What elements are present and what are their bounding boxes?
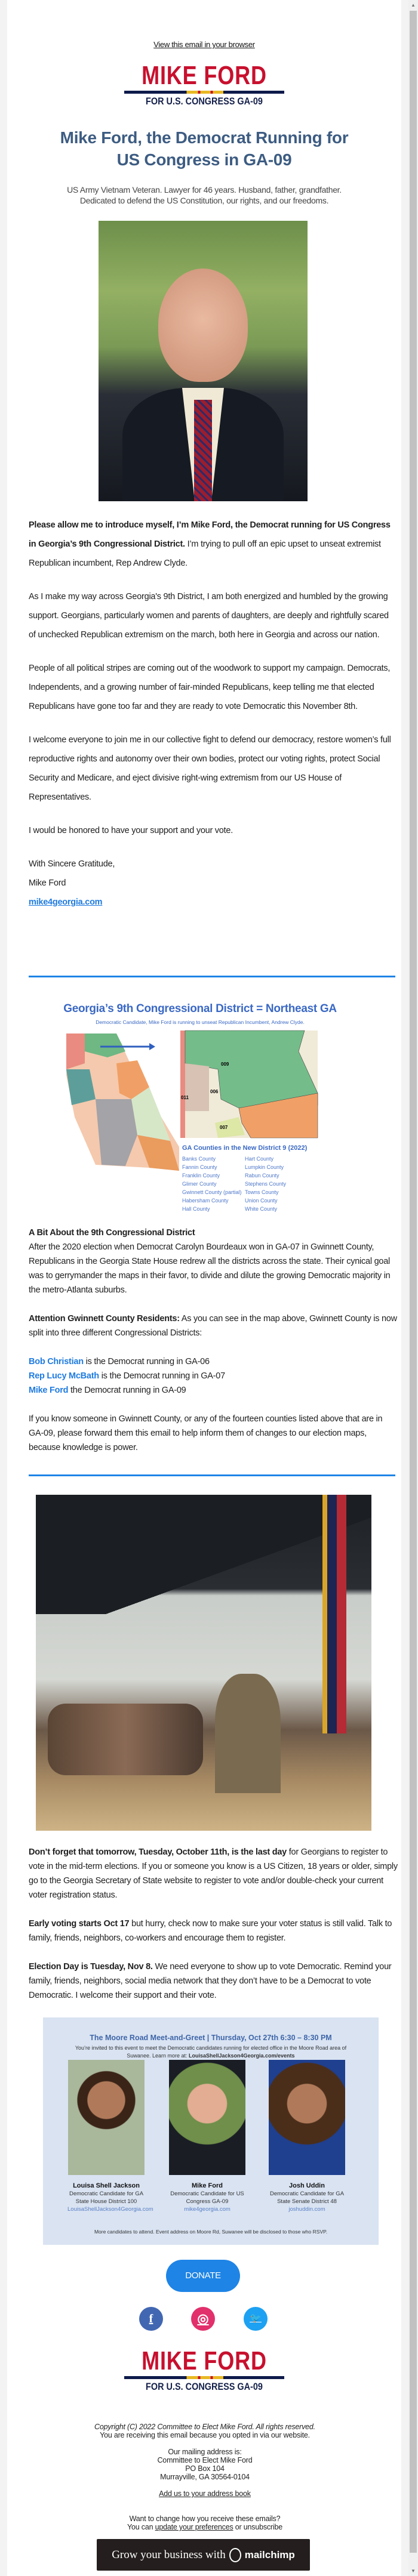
portrait-tie	[194, 400, 212, 501]
photo-audience	[48, 1704, 203, 1775]
candidate-name: Josh Uddin	[289, 2182, 325, 2189]
section-divider	[29, 976, 395, 977]
county-item: Hall County	[182, 1206, 210, 1212]
map-subtitle: Democratic Candidate, Mike Ford is running to unseat Republican Incumbent, Andrew Clyde.	[96, 1019, 305, 1025]
subtitle-line: US Army Vietnam Veteran. Lawyer for 46 years. Husband, father, grandfather.	[67, 185, 342, 195]
website-link[interactable]: mike4georgia.com	[29, 897, 103, 907]
campaign-logo	[124, 62, 284, 107]
letter-paragraph: I welcome everyone to join me in our collective fight to defend our democracy, restore women’s full reproductive rights and autonomy over their own bodies, protect our voting rights, protect Social Security and Medicare, and eject divisive right-wing extremism from our US House of Representatives.	[29, 735, 391, 802]
forward-paragraph: If you know someone in Gwinnett County, or any of the fourteen counties listed above that are in GA-09, please forward them this email to help inform them of changes to our election maps, because knowledge is power.	[29, 1414, 383, 1452]
intro-letter	[29, 516, 398, 912]
letter-paragraph: I would be honored to have your support and your vote.	[29, 826, 233, 835]
candidate-text: is the Democrat running in GA-06	[83, 1357, 210, 1366]
map-label-011: 011	[181, 1095, 189, 1100]
candidate-link-mike-ford[interactable]: Mike Ford	[29, 1386, 69, 1395]
map-label-009: 009	[221, 1062, 229, 1067]
you-can-text: You can	[127, 2523, 155, 2531]
county-item: Hart County	[245, 1156, 274, 1162]
donate-button[interactable]: DONATE	[166, 2260, 240, 2292]
campaign-event-photo	[36, 1495, 371, 1831]
update-preferences-link[interactable]: update your preferences	[155, 2523, 233, 2531]
county-item: Habersham County	[182, 1198, 229, 1204]
county-item: Rabun County	[245, 1173, 279, 1179]
logo-ribbon-bar	[124, 2376, 284, 2379]
county-item: Lumpkin County	[245, 1164, 284, 1170]
district-paragraph: After the 2020 election when Democrat Carolyn Bourdeaux won in GA-07 in Gwinnett County, Republicans in the Georgia State House redrew all the districts across the state. Their cynical goal was to gerrymander the maps in their favor, to divide and dilute the growing Democratic majority in the metro-Atlanta suburbs.	[29, 1242, 391, 1295]
county-item: Fannin County	[182, 1164, 217, 1170]
event-link: LouisaShellJackson4Georgia.com/events	[188, 2053, 295, 2059]
photo-flag	[322, 1495, 346, 1733]
map-zoom-district-11	[185, 1063, 209, 1111]
event-candidate	[268, 2060, 346, 2213]
logo-tagline: FOR U.S. CONGRESS GA-09	[146, 95, 263, 107]
unsubscribe-link[interactable]: or unsubscribe	[233, 2523, 282, 2531]
county-item: Franklin County	[182, 1173, 220, 1179]
candidate-name: Louisa Shell Jackson	[73, 2182, 140, 2189]
subtitle-line: Dedicated to defend the US Constitution, our rights, and our freedoms.	[79, 196, 329, 205]
counties-column-2	[245, 1155, 286, 1213]
map-zoom-district-14	[180, 1031, 185, 1138]
twitter-icon[interactable]: 🐦	[244, 2307, 268, 2331]
event-invite-text: You’re invited to this event to meet the Democratic candidates running for elected office in the Moore Road area of Suwanee. Learn more at:	[75, 2045, 347, 2059]
opt-in-reason: You are receiving this email because you opted in via our website.	[100, 2431, 310, 2439]
scrollbar-thumb[interactable]	[410, 11, 417, 2553]
intro-paragraph	[29, 516, 398, 573]
event-note: More candidates to attend. Event address on Moore Rd, Suwanee will be disclosed to those who RSVP.	[94, 2229, 328, 2235]
candidate-link-bob-christian[interactable]: Bob Christian	[29, 1357, 84, 1366]
district-map	[60, 1002, 346, 1212]
event-candidate	[67, 2060, 153, 2213]
intro-rest: I’m trying to pull off an epic upset to unseat extremist Republican incumbent, Rep Andrew Clyde.	[29, 539, 381, 568]
signature: Mike Ford	[29, 878, 66, 888]
candidate-photo	[269, 2060, 345, 2175]
candidate-text: is the Democrat running in GA-07	[99, 1371, 225, 1381]
address-line: PO Box 104	[185, 2464, 225, 2473]
scroll-up-icon[interactable]: ▲	[411, 2, 416, 8]
logo-ribbon-bar	[124, 91, 284, 94]
county-item: Stephens County	[245, 1181, 287, 1187]
portrait-face	[158, 269, 248, 382]
section-heading: A Bit About the 9th Congressional District	[29, 1228, 195, 1238]
voting-text: We need everyone to show up to vote Democratic. Remind your family, friends, neighbors, social media network that they don’t have to be a Democrat to vote Democratic. I welcome their support and their vote.	[29, 1962, 392, 2000]
add-to-address-book-link[interactable]: Add us to your address book	[159, 2489, 251, 2498]
county-item: Towns County	[245, 1189, 279, 1195]
voting-text: but hurry, check now to make sure your voter status is still valid. Talk to family, friends, neighbors, co-workers and encourage them to register.	[29, 1919, 392, 1943]
closing-text: With Sincere Gratitude,	[29, 859, 115, 869]
voting-bold: Election Day is Tuesday, Nov 8.	[29, 1962, 153, 1972]
letter-paragraph: As I make my way across Georgia's 9th District, I am both energized and humbled by the growing support. Georgians, particularly women and parents of daughters, are deeply and rightfully scared of unchecked Republican extremism on the march, both here in Georgia and across our nation.	[29, 592, 389, 640]
photo-speaker	[215, 1674, 281, 1793]
footer-logo	[124, 2347, 284, 2393]
map-label-006: 006	[210, 1089, 219, 1094]
email-body	[7, 0, 401, 2576]
address-line: Murrayville, GA 30564-0104	[160, 2473, 250, 2481]
map-arrow-head	[149, 1043, 155, 1050]
candidate-text: the Democrat running in GA-09	[68, 1386, 186, 1395]
instagram-icon[interactable]: ◎	[191, 2307, 215, 2331]
attention-bold: Attention Gwinnett County Residents:	[29, 1314, 180, 1324]
candidate-role: Democratic Candidate for GA State Senate District 48	[269, 2191, 345, 2205]
logo-tagline: FOR U.S. CONGRESS GA-09	[146, 2381, 263, 2392]
intro-bold: Please allow me to introduce myself, I’m Mike Ford, the Democrat running for US Congress in Georgia’s 9th Congressional District.	[29, 520, 391, 549]
voting-section	[29, 1845, 398, 2017]
voting-text: for Georgians to register to vote in the mid-term elections. If you or someone you know is a US Citizen, 18 years or older, simply go to the Georgia Secretary of State website to register to vote and/or double-check your current voter registration status.	[29, 1847, 398, 1900]
event-banner	[43, 2017, 379, 2245]
closing	[29, 854, 398, 912]
map-district-14	[66, 1034, 85, 1069]
footer	[21, 2423, 388, 2531]
address-label: Our mailing address is:	[168, 2448, 242, 2456]
letter-paragraph: People of all political stripes are coming out of the woodwork to support my campaign. Democrats, Independents, and a growing number of fair-minded Republicans, keep telling me that elected Republicans have gone too far and they are ready to vote Democratic this November 8th.	[29, 664, 391, 711]
hero-subtitle	[7, 184, 401, 206]
mailchimp-logo-icon	[229, 2548, 241, 2562]
voting-bold: Don’t forget that tomorrow, Tuesday, October 11th, is the last day	[29, 1847, 287, 1857]
map-label-007: 007	[220, 1125, 228, 1130]
title-line: US Congress in GA-09	[116, 150, 292, 169]
candidate-url: LouisaShellJackson4Georgia.com	[67, 2206, 153, 2213]
scrollbar[interactable]	[408, 0, 418, 2576]
voting-bold: Early voting starts Oct 17	[29, 1919, 130, 1929]
change-prefs-text: Want to change how you receive these emails?	[129, 2515, 281, 2523]
candidate-photo	[68, 2060, 145, 2175]
page-title	[7, 127, 401, 171]
candidate-role: Democratic Candidate for GA State House District 100	[69, 2191, 144, 2205]
county-item: Union County	[245, 1198, 278, 1204]
event-candidate	[168, 2060, 246, 2213]
candidate-portrait	[99, 221, 308, 501]
mailchimp-banner[interactable]	[97, 2539, 310, 2571]
section-divider	[29, 1474, 395, 1476]
candidate-name: Mike Ford	[192, 2182, 223, 2189]
event-title: The Moore Road Meet-and-Greet | Thursday, Oct 27th 6:30 – 8:30 PM	[90, 2034, 332, 2042]
event-invite	[67, 2044, 354, 2060]
logo-name: MIKE FORD	[142, 61, 267, 90]
counties-column-1	[182, 1155, 242, 1213]
mailchimp-brand: mailchimp	[244, 2549, 295, 2560]
candidate-url: mike4georgia.com	[184, 2206, 230, 2213]
mailchimp-text: Grow your business with	[112, 2548, 226, 2561]
attention-text: As you can see in the map above, Gwinnett County is now split into three different Congressional Districts:	[29, 1314, 397, 1338]
address-line: Committee to Elect Mike Ford	[157, 2456, 253, 2464]
candidate-list	[29, 1355, 398, 1397]
title-line: Mike Ford, the Democrat Running for	[60, 128, 349, 147]
county-item: Gwinnett County (partial)	[182, 1189, 242, 1195]
map-title: Georgia’s 9th Congressional District = Northeast GA	[63, 1002, 337, 1015]
copyright: Copyright (C) 2022 Committee to Elect Mike Ford. All rights reserved.	[94, 2423, 315, 2431]
preferences-line	[21, 2523, 388, 2531]
scroll-down-icon[interactable]: ▼	[411, 2568, 416, 2574]
counties-heading: GA Counties in the New District 9 (2022)	[182, 1144, 308, 1152]
candidate-link-lucy-mcbath[interactable]: Rep Lucy McBath	[29, 1371, 99, 1381]
view-in-browser-link[interactable]: View this email in your browser	[153, 40, 255, 49]
logo-name: MIKE FORD	[142, 2346, 267, 2376]
candidate-url: joshuddin.com	[288, 2206, 325, 2213]
photo-ceiling	[36, 1495, 371, 1614]
county-item: Glimer County	[182, 1181, 217, 1187]
county-item: White County	[245, 1206, 278, 1212]
candidate-photo	[169, 2060, 245, 2175]
candidate-role: Democratic Candidate for US Congress GA-09	[170, 2191, 244, 2205]
district-section	[29, 1226, 398, 1469]
facebook-icon[interactable]: f	[139, 2307, 163, 2331]
county-item: Banks County	[182, 1156, 216, 1162]
